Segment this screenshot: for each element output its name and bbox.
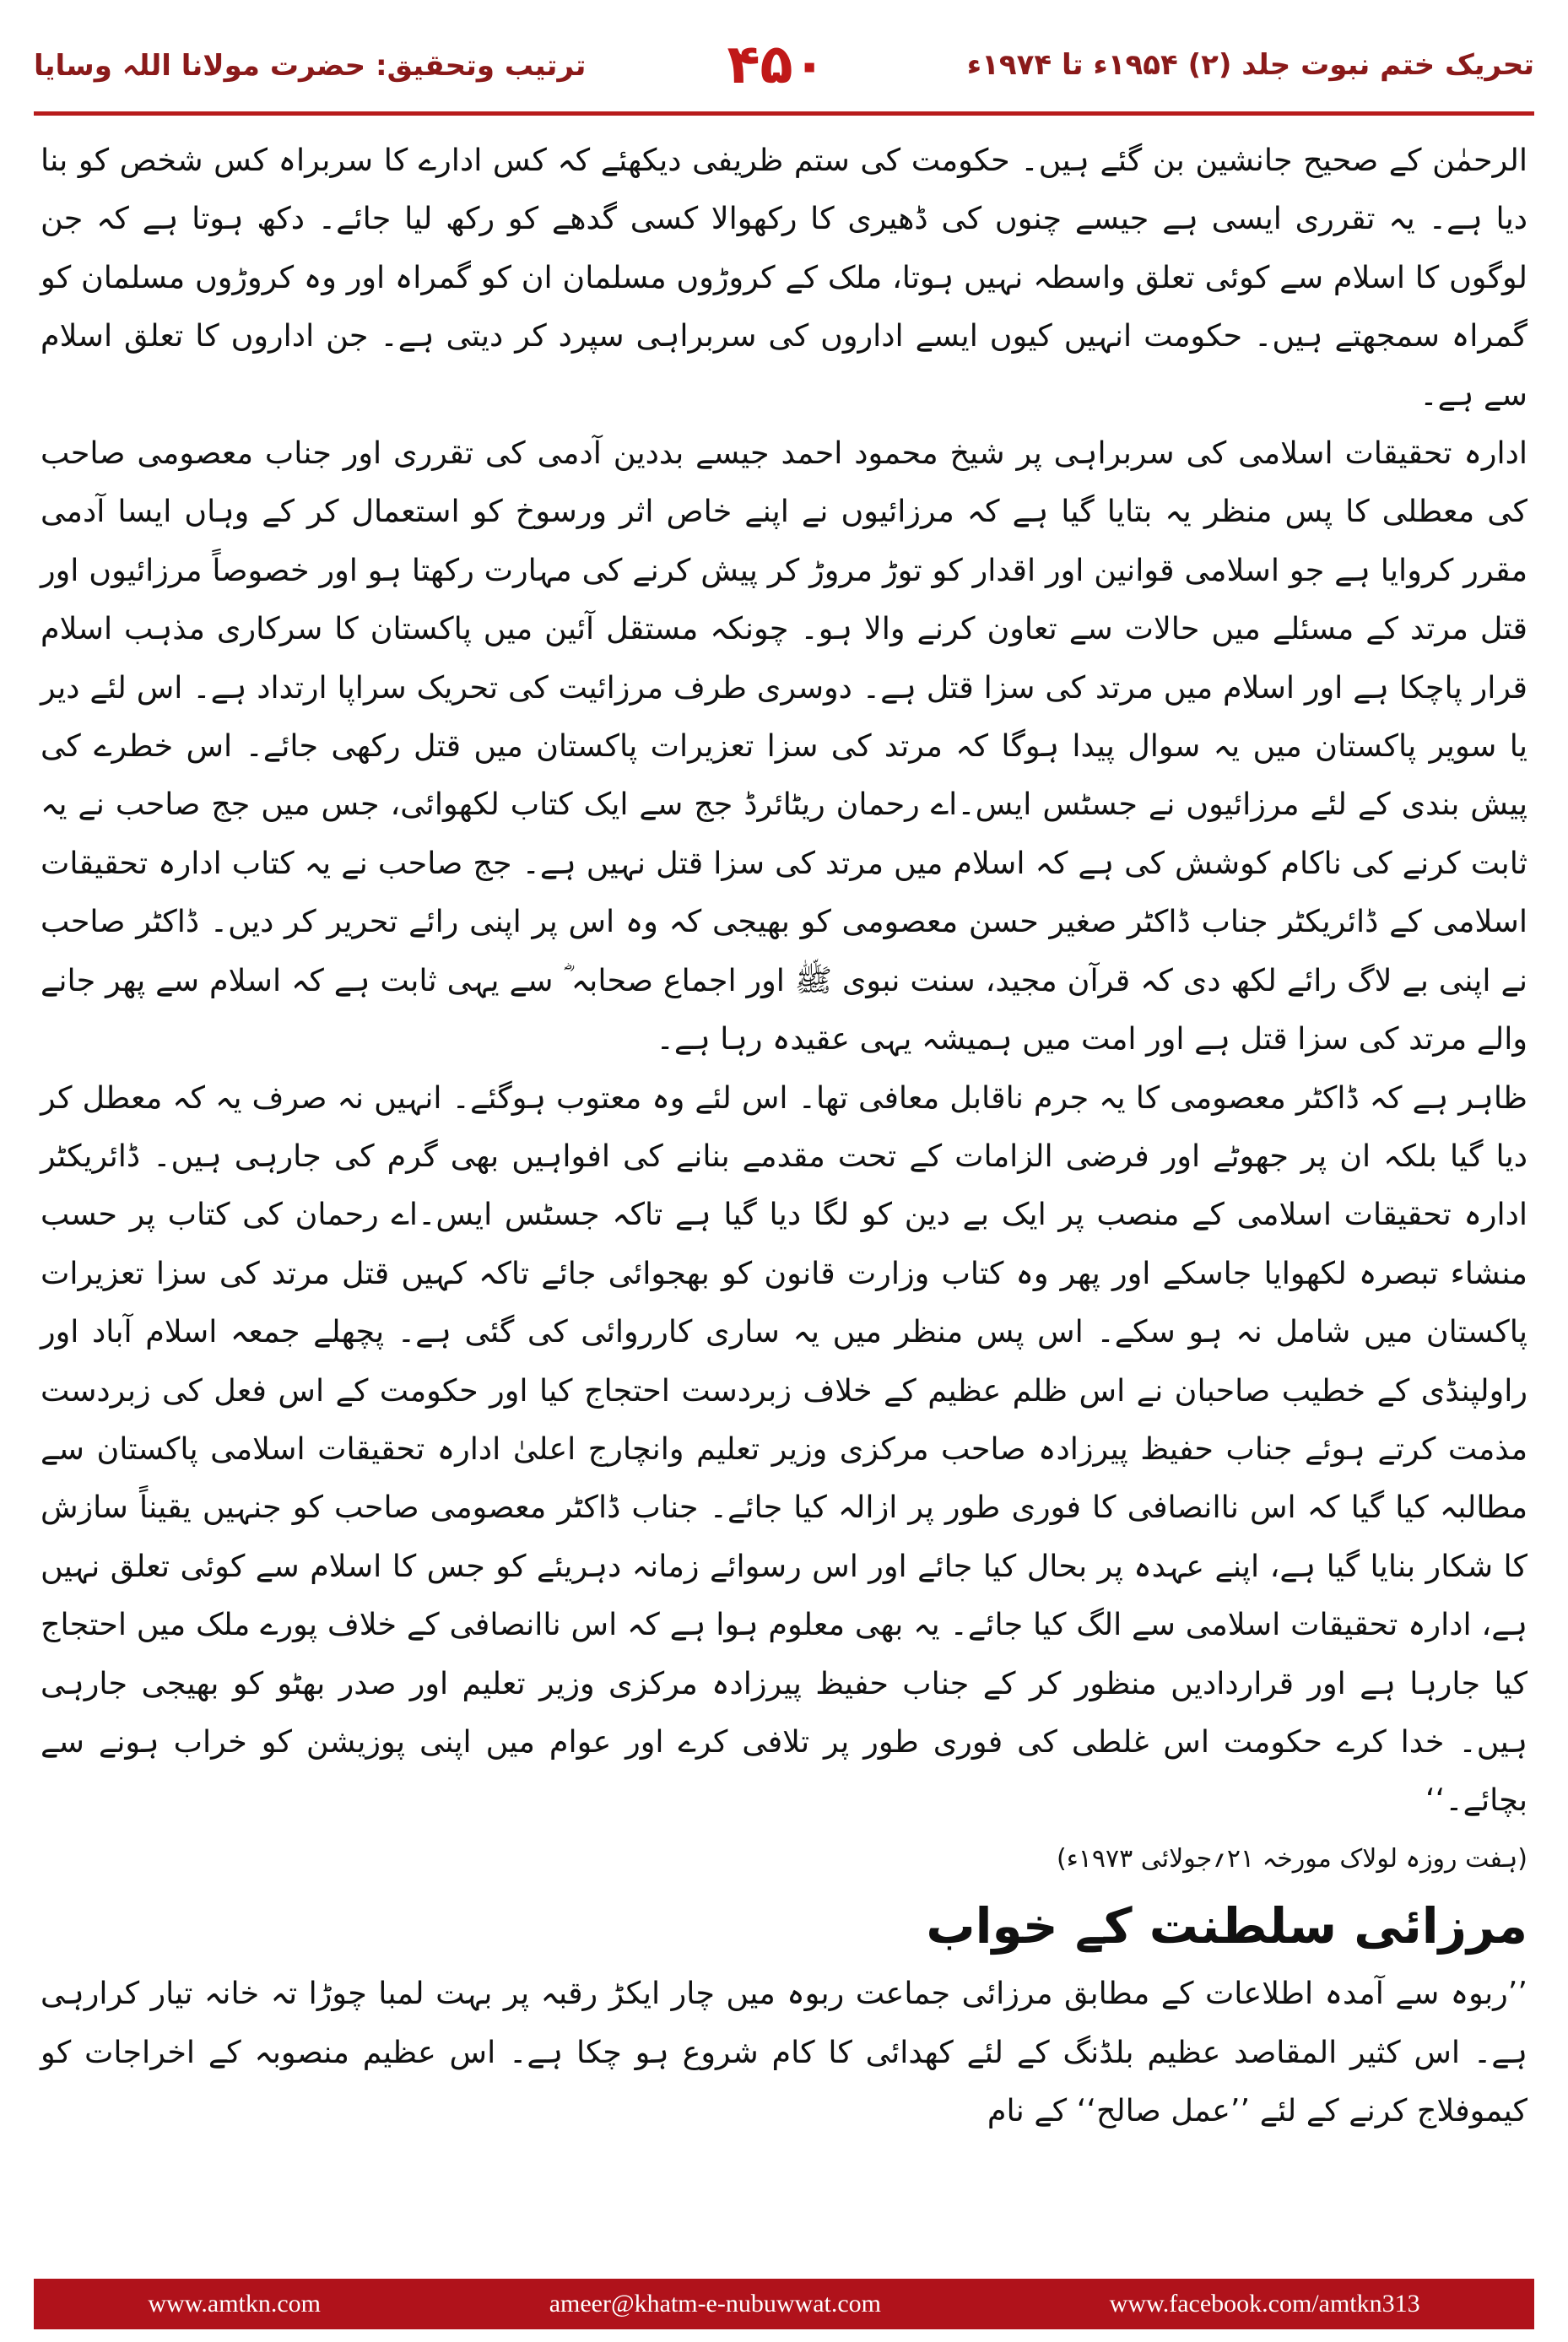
paragraph-3: ظاہر ہے کہ ڈاکٹر معصومی کا یہ جرم ناقابل معافی تھا۔ اس لئے وہ معتوب ہوگئے۔ انہیں نہ صرف یہ کہ معطل کر دیا گیا بلکہ ان پر جھوٹے اور فرضی الزامات کے تحت مقدمے بنانے کی افواہیں بھی گرم کی جارہی ہیں۔ ڈائریکٹر ادارہ تحقیقات اسلامی کے منصب پر ایک بے دین کو لگا دیا گیا ہے تاکہ جسٹس ایس۔اے رحمان کی کتاب پر حسب منشاء تبصرہ لکھوایا جاسکے اور پھر وہ کتاب وزارت قانون کو بھجوائی جائے تاکہ کہیں قتل مرتد کی سزا تعزیرات پاکستان میں شامل نہ ہو سکے۔ اس پس منظر میں یہ ساری کارروائی کی گئی ہے۔ پچھلے جمعہ اسلام آباد اور راولپنڈی کے خطیب صاحبان نے اس ظلم عظیم کے خلاف زبردست احتجاج کیا اور حکومت کے اس فعل کی زبردست مذمت کرتے ہوئے جناب حفیظ پیرزادہ صاحب مرکزی وزیر تعلیم وانچارج اعلیٰ ادارہ تحقیقات اسلامی پاکستان سے مطالبہ کیا گیا کہ اس ناانصافی کا فوری طور پر ازالہ کیا جائے۔ جناب ڈاکٹر معصومی صاحب کو جنہیں یقیناً سازش کا شکار بنایا گیا ہے، اپنے عہدہ پر بحال کیا جائے اور اس رسوائے زمانہ دہریئے کو جس کا اسلام سے کوئی تعلق نہیں ہے، ادارہ تحقیقات اسلامی سے الگ کیا جائے۔ یہ بھی معلوم ہوا ہے کہ اس ناانصافی کے خلاف پورے ملک میں احتجاج کیا جارہا ہے اور قراردادیں منظور کر کے جناب حفیظ پیرزادہ مرکزی وزیر تعلیم اور صدر بھٹو کو بھیجی جارہی ہیں۔ خدا کرے حکومت اس غلطی کی فوری طور پر تلافی کرے اور عوام میں اپنی پوزیشن کو خراب ہونے سے بچائے۔‘‘ — [41, 1079, 1527, 1819]
page-footer — [34, 2279, 1534, 2329]
website-link[interactable]: www.amtkn.com — [148, 2290, 322, 2318]
facebook-link[interactable]: www.facebook.com/amtkn313 — [1109, 2290, 1420, 2318]
paragraph-1: الرحمٰن کے صحیح جانشین بن گئے ہیں۔ حکومت کی ستم ظریفی دیکھئے کہ کس ادارے کا سربراہ کس شخص کو بنا دیا ہے۔ یہ تقرری ایسی ہے جیسے چنوں کی ڈھیری کا رکھوالا کسی گدھے کو رکھ لیا جائے۔ دکھ ہوتا ہے کہ جن لوگوں کا اسلام سے کوئی تعلق واسطہ نہیں ہوتا، ملک کے کروڑوں مسلمان ان کو گمراہ اور وہ کروڑوں مسلمان کو گمراہ سمجھتے ہیں۔ حکومت انہیں کیوں ایسے اداروں کی سربراہی سپرد کر دیتی ہے۔ جن اداروں کا تعلق اسلام سے ہے۔ — [41, 142, 1527, 413]
email-link[interactable]: ameer@khatm-e-nubuwwat.com — [549, 2290, 881, 2318]
paragraph-4: ’’ربوہ سے آمدہ اطلاعات کے مطابق مرزائی جماعت ربوہ میں چار ایکڑ رقبہ پر بہت لمبا چوڑا تہ خانہ تیار کرارہی ہے۔ اس کثیر المقاصد عظیم بلڈنگ کے لئے کھدائی کا کام شروع ہو چکا ہے۔ اس عظیم منصوبہ کے اخراجات کو کیموفلاج کرنے کے لئے ’’عمل صالح‘‘ کے نام — [41, 1975, 1527, 2128]
citation: (ہفت روزہ لولاک مورخہ ۲۱؍جولائی ۱۹۷۳ء) — [1056, 1843, 1527, 1874]
section-heading: مرزائی سلطنت کے خواب — [926, 1897, 1527, 1955]
compiler-credit: ترتیب وتحقیق: حضرت مولانا اللہ وسایا — [34, 48, 587, 83]
page-header — [34, 19, 1534, 111]
page-body — [41, 131, 1527, 2139]
book-title: تحریک ختم نبوت جلد (۲) ۱۹۵۴ء تا ۱۹۷۴ء — [966, 48, 1534, 82]
page-number: ۴۵۰ — [727, 34, 826, 96]
header-divider — [34, 111, 1534, 116]
paragraph-2: ادارہ تحقیقات اسلامی کی سربراہی پر شیخ محمود احمد جیسے بددین آدمی کی تقرری اور جناب معصومی صاحب کی معطلی کا پس منظر یہ بتایا گیا ہے کہ مرزائیوں نے اپنے خاص اثر ورسوخ کو استعمال کر کے وہاں ایسا آدمی مقرر کروایا ہے جو اسلامی قوانین اور اقدار کو توڑ مروڑ کر پیش کرنے کی مہارت رکھتا ہو اور خصوصاً مرزائیوں اور قتل مرتد کے مسئلے میں حالات سے تعاون کرنے والا ہو۔ چونکہ مستقل آئین میں پاکستان کا سرکاری مذہب اسلام قرار پاچکا ہے اور اسلام میں مرتد کی سزا قتل ہے۔ دوسری طرف مرزائیت کی تحریک سراپا ارتداد ہے۔ اس لئے دیر یا سویر پاکستان میں یہ سوال پیدا ہوگا کہ مرتد کی سزا تعزیرات پاکستان میں قتل رکھی جائے۔ اس خطرے کی پیش بندی کے لئے مرزائیوں نے جسٹس ایس۔اے رحمان ریٹائرڈ جج سے ایک کتاب لکھوائی، جس میں جج صاحب نے یہ ثابت کرنے کی ناکام کوشش کی ہے کہ اسلام میں مرتد کی سزا قتل نہیں ہے۔ جج صاحب نے یہ کتاب ادارہ تحقیقات اسلامی کے ڈائریکٹر جناب ڈاکٹر صغیر حسن معصومی کو بھیجی کہ وہ اس پر اپنی رائے تحریر کر دیں۔ ڈاکٹر صاحب نے اپنی بے لاگ رائے لکھ دی کہ قرآن مجید، سنت نبوی ﷺ اور اجماع صحابہ ؓ سے یہی ثابت ہے کہ اسلام سے پھر جانے والے مرتد کی سزا قتل ہے اور امت میں ہمیشہ یہی عقیدہ رہا ہے۔ — [41, 435, 1527, 1057]
